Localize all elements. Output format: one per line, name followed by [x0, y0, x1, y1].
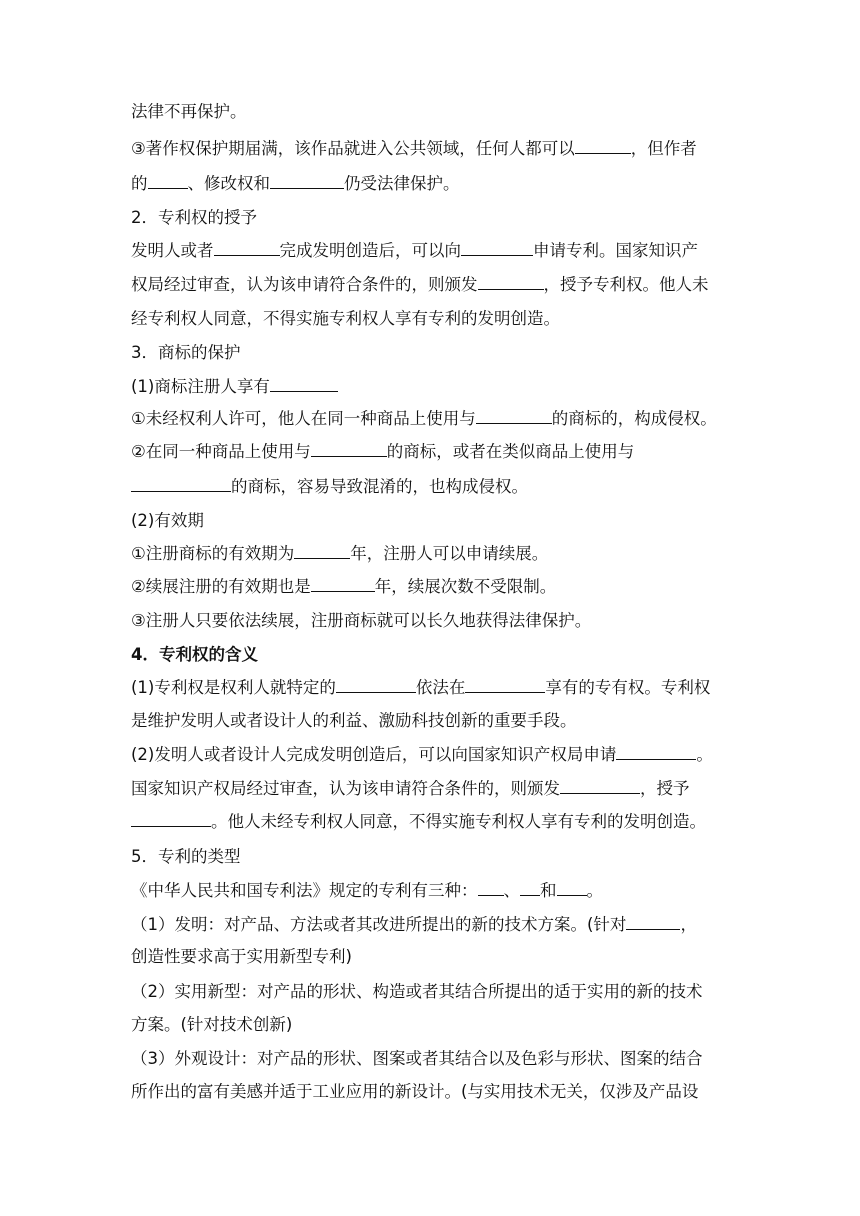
text-line: (2)发明人或者设计人完成发明创造后，可以向国家知识产权局申请 。 [131, 745, 713, 764]
fill-blank[interactable] [626, 913, 680, 930]
text-line: 的商标，容易导致混淆的，也构成侵权。 [131, 473, 741, 501]
text-line: 发明人或者 完成发明创造后，可以向 申请专利。国家知识产 [131, 241, 698, 260]
fill-blank[interactable] [311, 575, 375, 592]
text-line: 的 、修改权和 仍受法律保护。 [131, 174, 460, 193]
fill-blank[interactable] [520, 879, 540, 896]
text-line: ②在同一种商品上使用与 的商标，或者在类似商品上使用与 [131, 442, 635, 461]
section-heading: 4．专利权的含义 [131, 645, 258, 664]
text-line: 所作出的富有美感并适于工业应用的新设计。(与实用技术无关，仅涉及产品设 [131, 1082, 699, 1101]
text-line: （3）外观设计：对产品的形状、图案或者其结合以及色彩与形状、图案的结合 [131, 1049, 703, 1068]
fill-blank[interactable] [131, 475, 231, 492]
text-line: ①注册商标的有效期为 年，注册人可以申请续展。 [131, 544, 549, 563]
fill-blank[interactable] [148, 172, 188, 189]
text-line: （2）实用新型：对产品的形状、构造或者其结合所提出的适于实用的新的技术 [131, 982, 703, 1001]
fill-blank[interactable] [478, 273, 544, 290]
fill-blank[interactable] [270, 172, 344, 189]
fill-blank[interactable] [336, 676, 416, 693]
text-line: 是维护发明人或者设计人的利益、激励科技创新的重要手段。 [131, 711, 577, 730]
text-line: 创造性要求高于实用新型专利) [131, 947, 352, 966]
text-line: 国家知识产权局经过审查，认为该申请符合条件的，则颁发 ，授予 [131, 779, 690, 798]
fill-blank[interactable] [476, 407, 552, 424]
fill-blank[interactable] [461, 239, 533, 256]
text-line: （1）发明：对产品、方法或者其改进所提出的新的技术方案。(针对 ， [131, 915, 697, 934]
text-line: 权局经过审查，认为该申请符合条件的，则颁发 ，授予专利权。他人未 [131, 275, 709, 294]
fill-blank[interactable] [478, 879, 504, 896]
fill-blank[interactable] [616, 743, 696, 760]
fill-blank[interactable] [560, 777, 640, 794]
section-heading: 2．专利权的授予 [131, 208, 257, 227]
fill-blank[interactable] [575, 137, 631, 154]
text-line: ③著作权保护期届满，该作品就进入公共领域，任何人都可以 ，但作者 [131, 139, 697, 158]
fill-blank[interactable] [270, 375, 338, 392]
text-line: ③注册人只要依法续展，注册商标就可以长久地获得法律保护。 [131, 611, 592, 630]
fill-blank[interactable] [294, 542, 350, 559]
text-line: 。他人未经专利权人同意，不得实施专利权人享有专利的发明创造。 [131, 808, 741, 836]
text-line: ①未经权利人许可，他人在同一种商品上使用与 的商标的，构成侵权。 [131, 409, 717, 428]
text-line: ②续展注册的有效期也是 年，续展次数不受限制。 [131, 577, 557, 596]
text-line: 经专利权人同意，不得实施专利权人享有专利的发明创造。 [131, 309, 560, 328]
fill-blank[interactable] [557, 879, 587, 896]
text-line: (2)有效期 [131, 511, 204, 530]
fill-blank[interactable] [131, 810, 211, 827]
fill-blank[interactable] [214, 239, 280, 256]
section-heading: 5．专利的类型 [131, 847, 241, 866]
fill-blank[interactable] [465, 676, 545, 693]
fill-blank[interactable] [311, 440, 387, 457]
text-line: (1)商标注册人享有 [131, 373, 741, 401]
text-line: 方案。(针对技术创新) [131, 1015, 293, 1034]
text-line: (1)专利权是权利人就特定的 依法在 享有的专有权。专利权 [131, 678, 711, 697]
text-line: 《中华人民共和国专利法》规定的专利有三种： 、 和 。 [131, 881, 603, 900]
text-line: 法律不再保护。 [131, 102, 247, 121]
section-heading: 3．商标的保护 [131, 343, 241, 362]
